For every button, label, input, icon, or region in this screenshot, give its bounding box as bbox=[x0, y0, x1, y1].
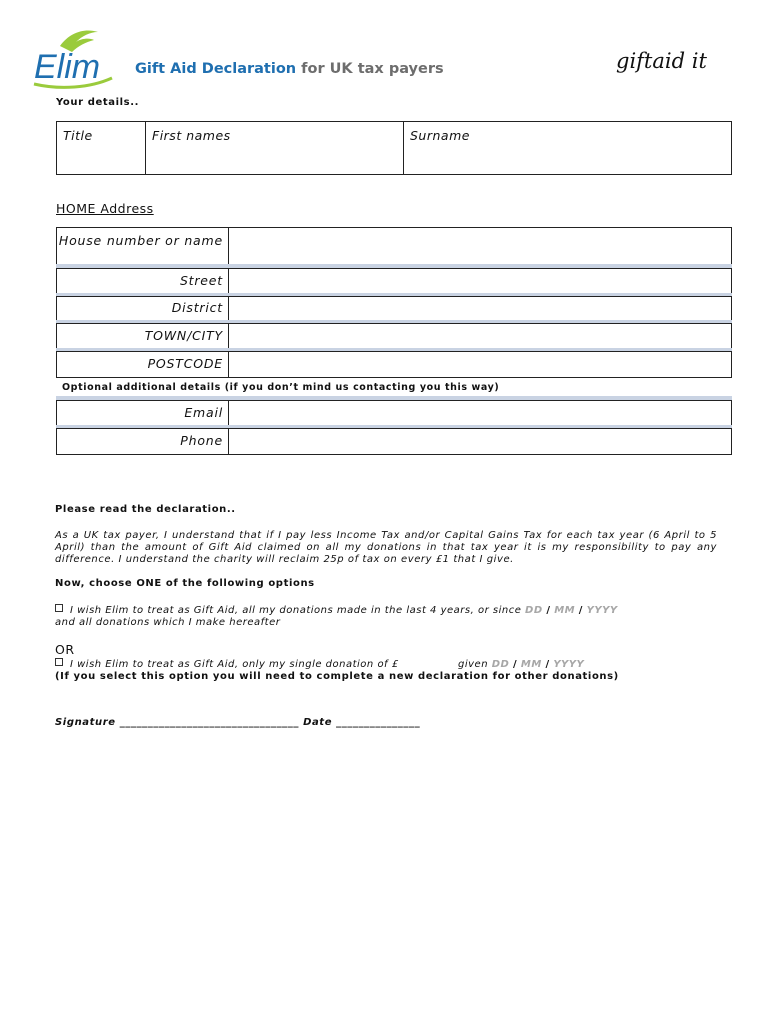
date-label: Date bbox=[303, 717, 333, 728]
option1-checkbox[interactable] bbox=[55, 604, 63, 612]
optional-heading: Optional additional details (if you don’t mind us contacting you this way) bbox=[62, 382, 500, 393]
email-label: Email bbox=[184, 405, 223, 420]
declaration-heading: Please read the declaration.. bbox=[55, 504, 236, 515]
title-sub: for UK tax payers bbox=[296, 61, 444, 77]
giftaid-logo-text: giftaid it bbox=[616, 49, 707, 73]
district-row bbox=[56, 296, 732, 322]
date-mm[interactable]: MM bbox=[554, 605, 576, 616]
signature-field[interactable]: ________________________________ bbox=[119, 717, 299, 728]
title-cell[interactable] bbox=[57, 122, 146, 174]
or-label: OR bbox=[55, 642, 75, 657]
first-names-cell[interactable] bbox=[146, 122, 404, 174]
date-yyyy[interactable]: YYYY bbox=[553, 659, 585, 670]
title-main: Gift Aid Declaration bbox=[135, 61, 297, 77]
elim-logo bbox=[30, 26, 120, 92]
phone-input[interactable] bbox=[229, 429, 731, 454]
district-input[interactable] bbox=[229, 297, 731, 321]
street-label: Street bbox=[179, 273, 223, 288]
town-label: TOWN/CITY bbox=[144, 328, 223, 343]
date-sep: / bbox=[578, 605, 583, 616]
town-input[interactable] bbox=[229, 324, 731, 349]
town-row bbox=[56, 323, 732, 350]
postcode-input[interactable] bbox=[229, 352, 731, 377]
house-label: House number or name bbox=[58, 233, 223, 248]
phone-label: Phone bbox=[180, 433, 223, 448]
date-field[interactable]: _______________ bbox=[336, 717, 421, 728]
date-sep: / bbox=[513, 659, 518, 670]
option2-line bbox=[55, 658, 584, 670]
street-row bbox=[56, 268, 732, 295]
date-dd[interactable]: DD bbox=[491, 659, 510, 670]
phone-row bbox=[56, 428, 732, 455]
option1-text: I wish Elim to treat as Gift Aid, all my donations made in the last 4 years, or since bbox=[70, 605, 522, 616]
option1-line2: and all donations which I make hereafter bbox=[55, 617, 281, 628]
date-sep: / bbox=[545, 659, 550, 670]
date-yyyy[interactable]: YYYY bbox=[586, 605, 618, 616]
title-label: Title bbox=[63, 128, 93, 143]
district-label: District bbox=[171, 300, 223, 315]
date-dd[interactable]: DD bbox=[525, 605, 543, 616]
option2-given: given bbox=[458, 659, 489, 670]
first-names-label: First names bbox=[152, 128, 231, 143]
signature-line bbox=[55, 717, 420, 728]
surname-cell[interactable] bbox=[404, 122, 731, 174]
email-row bbox=[56, 400, 732, 427]
surname-label: Surname bbox=[410, 128, 470, 143]
postcode-label: POSTCODE bbox=[147, 356, 223, 371]
house-row bbox=[56, 227, 732, 266]
home-address-heading: HOME Address bbox=[56, 201, 154, 216]
option2-note: (If you select this option you will need to complete a new declaration for other donations) bbox=[55, 671, 619, 682]
postcode-row bbox=[56, 351, 732, 378]
street-input[interactable] bbox=[229, 269, 731, 294]
date-sep: / bbox=[546, 605, 551, 616]
giftaid-logo bbox=[612, 40, 716, 80]
name-box bbox=[56, 121, 732, 175]
option2-checkbox[interactable] bbox=[55, 658, 63, 666]
choose-heading: Now, choose ONE of the following options bbox=[55, 578, 315, 589]
page-title bbox=[135, 61, 444, 77]
declaration-text: As a UK tax payer, I understand that if I pay less Income Tax and/or Capital Gains Tax for each tax year (6 April to 5 April) than the amount of Gift Aid claimed on all my donations in that tax year it is my responsibility to pay any difference. I understand the charity will reclaim 25p of tax on every £1 that I give. bbox=[55, 530, 717, 566]
signature-label: Signature bbox=[55, 717, 116, 728]
logo-text: Elim bbox=[34, 48, 101, 86]
house-input[interactable] bbox=[229, 228, 731, 265]
option1-line1 bbox=[55, 604, 618, 616]
your-details-heading: Your details.. bbox=[56, 97, 139, 108]
option2-text: I wish Elim to treat as Gift Aid, only my single donation of £ bbox=[70, 659, 399, 670]
email-input[interactable] bbox=[229, 401, 731, 426]
date-mm[interactable]: MM bbox=[520, 659, 542, 670]
